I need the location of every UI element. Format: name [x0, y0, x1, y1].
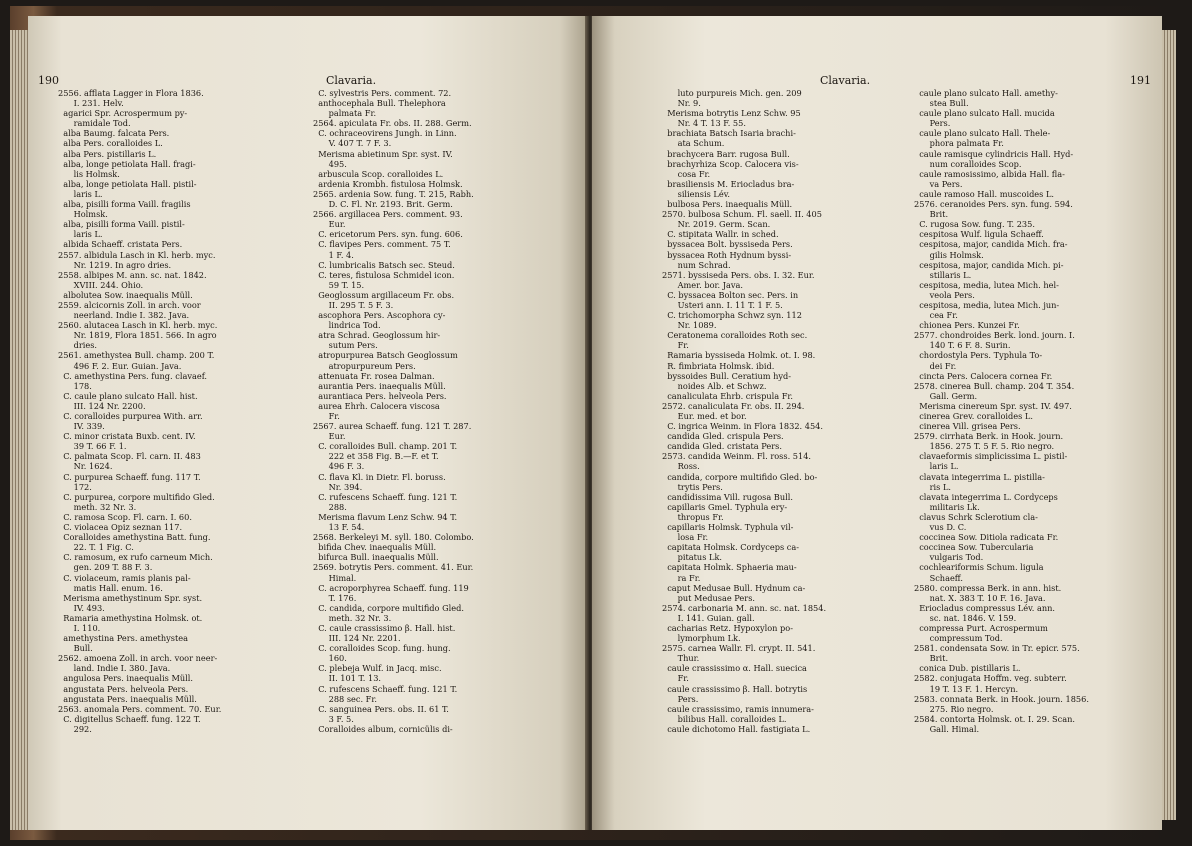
- entry-line: C. violaceum, ramis planis pal-: [58, 572, 191, 583]
- entry-line: Eur.: [313, 219, 346, 230]
- entry-line: C. stipitata Wallr. in sched.: [662, 229, 779, 240]
- entry-line: Nr. 1089.: [662, 320, 717, 331]
- entry-line: Ceratonema coralloides Roth sec.: [662, 330, 808, 341]
- entry-line: clavus Schrk Sclerotium cla-: [914, 511, 1038, 522]
- entry-line: ramidale Tod.: [58, 118, 131, 129]
- entry-line: angustata Pers. helveola Pers.: [58, 683, 189, 694]
- entry-line: Pers.: [662, 693, 699, 704]
- entry-line: Merisma amethystinum Spr. syst.: [58, 592, 203, 603]
- entry-line: 2561. amethystea Bull. champ. 200 T.: [58, 350, 215, 361]
- entry-line: 59 T. 15.: [313, 279, 365, 290]
- entry-line: aurantiaca Pers. helveola Pers.: [313, 390, 447, 401]
- entry-line: 22. T. 1 Fig. C.: [58, 542, 134, 553]
- entry-line: cespitosa, media, lutea Mich. jun-: [914, 299, 1060, 310]
- entry-line: ardenia Krombh. fistulosa Holmsk.: [313, 178, 463, 189]
- entry-line: Merisma botrytis Lenz Schw. 95: [662, 108, 801, 119]
- entry-line: C. rufescens Schaeff. fung. 121 T.: [313, 491, 458, 502]
- entry-line: amethystina Pers. amethystea: [58, 633, 188, 644]
- entry-line: compressa Purt. Acrospermum: [914, 622, 1048, 633]
- right-column-1: [662, 88, 826, 734]
- entry-line: dei Fr.: [914, 360, 957, 371]
- entry-line: conica Dub. pistillaris L.: [914, 663, 1021, 674]
- entry-line: cacharias Retz. Hypoxylon po-: [662, 622, 793, 633]
- entry-line: 2572. canaliculata Fr. obs. II. 294.: [662, 400, 805, 411]
- entry-line: Gall. Himal.: [914, 723, 980, 734]
- entry-line: vus D. C.: [914, 522, 967, 533]
- entry-line: capillaris Gmel. Typhula ery-: [662, 501, 788, 512]
- entry-line: ra Fr.: [662, 572, 701, 583]
- entry-line: Eur.: [313, 431, 346, 442]
- entry-line: vulgaris Tod.: [914, 552, 984, 563]
- entry-line: lindrica Tod.: [313, 320, 381, 331]
- entry-line: Thur.: [662, 653, 700, 664]
- entry-line: ata Schum.: [662, 138, 725, 149]
- entry-line: laris L.: [58, 229, 103, 240]
- entry-line: clavata integerrima L. pistilla-: [914, 471, 1045, 482]
- entry-line: C. byssacea Bolton sec. Pers. in: [662, 289, 799, 300]
- entry-line: Geoglossum argillaceum Fr. obs.: [313, 289, 455, 300]
- entry-line: clavaeformis simplicissima L. pistil-: [914, 451, 1068, 462]
- entry-line: C. coralloides Scop. fung. hung.: [313, 643, 451, 654]
- entry-line: C. ramosum, ex rufo carneum Mich.: [58, 552, 213, 563]
- entry-line: Merisma cinereum Spr. syst. IV. 497.: [914, 400, 1072, 411]
- entry-line: land. Indie I. 380. Java.: [58, 663, 171, 674]
- entry-line: Coralloides album, cornicülis di-: [313, 723, 453, 734]
- entry-line: alba, pisilli forma Vaill. pistil-: [58, 219, 185, 230]
- entry-line: sc. nat. 1846. V. 159.: [914, 612, 1017, 623]
- entry-line: III. 124 Nr. 2200.: [58, 400, 146, 411]
- entry-line: 2564. apiculata Fr. obs. II. 288. Germ.: [313, 118, 472, 129]
- entry-line: C. candida, corpore multifido Gled.: [313, 602, 464, 613]
- entry-line: 160.: [313, 653, 347, 664]
- entry-line: num Schrad.: [662, 259, 731, 270]
- entry-line: candidissima Vill. rugosa Bull.: [662, 491, 793, 502]
- entry-line: va Pers.: [914, 178, 963, 189]
- entry-line: laris L.: [914, 461, 959, 472]
- entry-line: stillaris L.: [914, 269, 972, 280]
- entry-line: 2560. alutacea Lasch in Kl. herb. myc.: [58, 320, 218, 331]
- entry-line: Eur. med. et bor.: [662, 411, 747, 421]
- entry-line: Ramaria byssiseda Holmk. ot. I. 98.: [662, 350, 816, 361]
- entry-line: cespitosa, major, candida Mich. fra-: [914, 239, 1068, 250]
- entry-line: attenuata Fr. rosea Dalman.: [313, 370, 435, 381]
- entry-line: I. 231. Helv.: [58, 98, 124, 109]
- entry-line: C. caule plano sulcato Hall. hist.: [58, 390, 198, 401]
- entry-line: angustata Pers. inaequalis Müll.: [58, 693, 197, 704]
- entry-line: T. 176.: [313, 592, 357, 603]
- left-column-1: [58, 88, 221, 734]
- entry-line: 2563. anomala Pers. comment. 70. Eur.: [58, 703, 222, 714]
- entry-line: caule dichotomo Hall. fastigiata L.: [662, 723, 811, 734]
- entry-line: Ramaria amethystina Holmsk. ot.: [58, 612, 203, 623]
- entry-line: ascophora Pers. Ascophora cy-: [313, 310, 446, 321]
- entry-line: atropurpureum Pers.: [313, 360, 416, 371]
- right-column-2: [914, 88, 1089, 734]
- entry-line: Eriocladus compressus Lév. ann.: [914, 602, 1055, 613]
- entry-line: caule ramosissimo, albida Hall. fla-: [914, 168, 1065, 179]
- entry-line: cea Fr.: [914, 310, 958, 321]
- entry-line: Amer. bor. Java.: [662, 279, 744, 290]
- entry-line: 3 F. 5.: [313, 713, 354, 724]
- entry-line: caule crassissimo α. Hall. suecica: [662, 663, 807, 674]
- entry-line: compressum Tod.: [914, 633, 1003, 644]
- entry-line: phora palmata Fr.: [914, 138, 1004, 149]
- entry-line: 2577. chondroides Berk. lond. journ. I.: [914, 330, 1075, 341]
- entry-line: Nr. 394.: [313, 481, 363, 492]
- entry-line: gen. 209 T. 88 F. 3.: [58, 562, 153, 573]
- entry-line: 2570. bulbosa Schum. Fl. saell. II. 405: [662, 209, 822, 220]
- entry-line: bifurca Bull. inaequalis Müll.: [313, 552, 439, 563]
- entry-line: V. 407 T. 7 F. 3.: [313, 138, 392, 149]
- entry-line: cespitosa, media, lutea Mich. hel-: [914, 279, 1059, 290]
- entry-line: Gall. Germ.: [914, 390, 978, 401]
- entry-line: cespitosa Wulf. ligula Schaeff.: [914, 229, 1044, 240]
- entry-line: 1856. 275 T. 5 F. 5. Rio negro.: [914, 441, 1055, 452]
- entry-line: 2567. aurea Schaeff. fung. 121 T. 287.: [313, 421, 472, 432]
- entry-line: 2579. cirrhata Berk. in Hook. journ.: [914, 431, 1064, 442]
- entry-line: C. palmata Scop. Fl. carn. II. 483: [58, 451, 201, 462]
- entry-line: alba, pisilli forma Vaill. fragilis: [58, 199, 191, 210]
- entry-line: 2568. Berkeleyi M. syll. 180. Colombo.: [313, 532, 474, 543]
- entry-line: D. C. Fl. Nr. 2193. Brit. Germ.: [313, 199, 453, 210]
- entry-line: sutum Pers.: [313, 340, 378, 351]
- entry-line: II. 295 T. 5 F. 3.: [313, 299, 394, 310]
- entry-line: Holmsk.: [58, 209, 108, 220]
- entry-line: C. flavipes Pers. comment. 75 T.: [313, 239, 451, 250]
- entry-line: brasiliensis M. Eriocladus bra-: [662, 178, 795, 189]
- entry-line: lis Holmsk.: [58, 168, 120, 179]
- left-column-2: [313, 88, 474, 734]
- entry-line: veola Pers.: [914, 289, 975, 300]
- entry-line: militaris Lk.: [914, 501, 980, 512]
- entry-line: 2573. candida Weinm. Fl. ross. 514.: [662, 451, 812, 462]
- left-page: [28, 16, 588, 830]
- entry-line: thropus Fr.: [662, 511, 724, 522]
- entry-line: num coralloides Scop.: [914, 158, 1022, 169]
- entry-line: albida Schaeff. cristata Pers.: [58, 239, 183, 250]
- entry-line: siliensis Lév.: [662, 188, 730, 199]
- entry-line: 2558. albipes M. ann. sc. nat. 1842.: [58, 269, 207, 280]
- entry-line: caule ramoso Hall. muscoides L.: [914, 188, 1054, 199]
- entry-line: chordostyla Pers. Typhula To-: [914, 350, 1043, 361]
- entry-line: coccinea Sow. Ditiola radicata Fr.: [914, 532, 1059, 543]
- entry-line: meth. 32 Nr. 3.: [58, 501, 137, 512]
- entry-line: C. coralloides Bull. champ. 201 T.: [313, 441, 458, 452]
- entry-line: 496 F. 2. Eur. Guian. Java.: [58, 360, 182, 371]
- entry-line: Nr. 1819, Flora 1851. 566. In agro: [58, 330, 217, 341]
- entry-line: cespitosa, major, candida Mich. pi-: [914, 259, 1064, 270]
- entry-line: 2584. contorta Holmsk. ot. I. 29. Scan.: [914, 713, 1075, 724]
- entry-line: byssacea Bolt. byssiseda Pers.: [662, 239, 793, 250]
- entry-line: caput Medusae Bull. Hydnum ca-: [662, 582, 806, 593]
- entry-line: Merisma flavum Lenz Schw. 94 T.: [313, 511, 458, 522]
- entry-line: losa Fr.: [662, 532, 709, 543]
- entry-line: cinerea Vill. grisea Pers.: [914, 421, 1021, 432]
- entry-line: arbuscula Scop. coralloides L.: [313, 168, 444, 179]
- entry-line: alba Pers. coralloides L.: [58, 138, 163, 149]
- entry-line: 39 T. 66 F. 1.: [58, 441, 127, 452]
- left-page-number: 190: [38, 74, 59, 87]
- entry-line: anthocephala Bull. Thelephora: [313, 98, 446, 109]
- entry-line: stea Bull.: [914, 98, 969, 109]
- entry-line: alba, longe petiolata Hall. fragi-: [58, 158, 196, 169]
- entry-line: Fr.: [313, 411, 340, 421]
- entry-line: palmata Fr.: [313, 108, 377, 119]
- entry-line: C. sanguinea Pers. obs. II. 61 T.: [313, 703, 449, 714]
- entry-line: 288 sec. Fr.: [313, 693, 377, 704]
- entry-line: C. teres, fistulosa Schmidel icon.: [313, 269, 455, 280]
- entry-line: C. rugosa Sow. fung. T. 235.: [914, 219, 1035, 230]
- entry-line: caule ramisque cylindricis Hall. Hyd-: [914, 148, 1074, 159]
- entry-line: capillaris Holmsk. Typhula vil-: [662, 522, 794, 533]
- entry-line: 2578. cinerea Bull. champ. 204 T. 354.: [914, 380, 1075, 391]
- entry-line: trytis Pers.: [662, 481, 723, 492]
- entry-line: R. fimbriata Holmsk. ibid.: [662, 360, 775, 371]
- entry-line: Nr. 4 T. 13 F. 55.: [662, 118, 746, 129]
- entry-line: II. 101 T. 13.: [313, 673, 382, 684]
- entry-line: XVIII. 244. Ohio.: [58, 279, 144, 290]
- entry-line: C. minor cristata Buxb. cent. IV.: [58, 431, 196, 442]
- entry-line: 140 T. 6 F. 8. Surin.: [914, 340, 1011, 351]
- entry-line: Merisma abietinum Spr. syst. IV.: [313, 148, 453, 159]
- entry-line: 495.: [313, 158, 347, 169]
- entry-line: clavata integerrima L. Cordyceps: [914, 491, 1058, 502]
- entry-line: 2574. carbonaria M. ann. sc. nat. 1854.: [662, 602, 827, 613]
- entry-line: coccinea Sow. Tubercularia: [914, 542, 1034, 553]
- entry-line: 2562. amoena Zoll. in arch. voor neer-: [58, 653, 218, 664]
- entry-line: C. lumbricalis Batsch sec. Steud.: [313, 259, 455, 270]
- entry-line: 1 F. 4.: [313, 249, 354, 260]
- entry-line: cosa Fr.: [662, 168, 711, 179]
- entry-line: 2575. carnea Wallr. Fl. crypt. II. 541.: [662, 643, 816, 654]
- entry-line: Fr.: [662, 673, 689, 684]
- entry-line: C. flava Kl. in Dietr. Fl. boruss.: [313, 471, 446, 482]
- entry-line: caule plano sulcato Hall. mucida: [914, 108, 1055, 119]
- entry-line: 172.: [58, 481, 92, 492]
- entry-line: noides Alb. et Schwz.: [662, 380, 767, 391]
- entry-line: bifida Chev. inaequalis Müll.: [313, 542, 437, 553]
- entry-line: Brit.: [914, 209, 949, 220]
- entry-line: capitata Holmsk. Cordyceps ca-: [662, 542, 799, 553]
- entry-line: C. ingrica Weinm. in Flora 1832. 454.: [662, 421, 823, 432]
- left-running-head: Clavaria.: [326, 74, 377, 87]
- entry-line: albolutea Sow. inaequalis Müll.: [58, 289, 193, 300]
- entry-line: gilis Holmsk.: [914, 249, 984, 260]
- entry-line: cinerea Grev. coralloides L.: [914, 411, 1033, 421]
- entry-line: atropurpurea Batsch Geoglossum: [313, 350, 458, 361]
- entry-line: I. 110.: [58, 622, 101, 633]
- entry-line: 2571. byssiseda Pers. obs. I. 32. Eur.: [662, 269, 815, 280]
- entry-line: C. plebeja Wulf. in Jacq. misc.: [313, 663, 442, 674]
- entry-line: 288.: [313, 501, 347, 512]
- entry-line: pitatus Lk.: [662, 552, 723, 563]
- entry-line: candida Gled. crispula Pers.: [662, 431, 784, 442]
- entry-line: C. ochraceovirens Jungh. in Linn.: [313, 128, 457, 139]
- entry-line: C. violacea Opiz seznan 117.: [58, 522, 183, 533]
- entry-line: C. ramosa Scop. Fl. carn. I. 60.: [58, 511, 192, 522]
- entry-line: caule crassissimo, ramis innumera-: [662, 703, 814, 714]
- entry-line: ris L.: [914, 481, 951, 492]
- entry-line: aurantia Pers. inaequalis Müll.: [313, 380, 446, 391]
- entry-line: C. caule crassissimo β. Hall. hist.: [313, 622, 456, 633]
- entry-line: brachyrhiza Scop. Calocera vis-: [662, 158, 799, 169]
- entry-line: Nr. 2019. Germ. Scan.: [662, 219, 771, 230]
- entry-line: neerland. Indie I. 382. Java.: [58, 310, 190, 321]
- entry-line: C. amethystina Pers. fung. clavaef.: [58, 370, 208, 381]
- entry-line: alba Pers. pistillaris L.: [58, 148, 157, 159]
- entry-line: byssoides Bull. Ceratium hyd-: [662, 370, 792, 381]
- entry-line: dries.: [58, 340, 98, 351]
- entry-line: Nr. 1624.: [58, 461, 113, 472]
- entry-line: Nr. 1219. In agro dries.: [58, 259, 172, 270]
- entry-line: Himal.: [313, 572, 357, 583]
- entry-line: 2580. compressa Berk. in ann. hist.: [914, 582, 1062, 593]
- entry-line: Coralloides amethystina Batt. fung.: [58, 532, 211, 543]
- entry-line: bulbosa Pers. inaequalis Müll.: [662, 199, 793, 210]
- entry-line: cochleariformis Schum. ligula: [914, 562, 1044, 573]
- entry-line: 2569. botrytis Pers. comment. 41. Eur.: [313, 562, 474, 573]
- entry-line: alba Baumg. falcata Pers.: [58, 128, 170, 139]
- entry-line: candida, corpore multifido Gled. bo-: [662, 471, 818, 482]
- right-running-head: Clavaria.: [820, 74, 871, 87]
- entry-line: 2565. ardenia Sow. fung. T. 215, Rabh.: [313, 188, 474, 199]
- entry-line: 496 F. 3.: [313, 461, 365, 472]
- entry-line: aurea Ehrh. Calocera viscosa: [313, 400, 440, 411]
- entry-line: 13 F. 54.: [313, 522, 365, 533]
- entry-line: 2581. condensata Sow. in Tr. epicr. 575.: [914, 643, 1080, 654]
- entry-line: 2576. ceranoides Pers. syn. fung. 594.: [914, 199, 1073, 210]
- entry-line: canaliculata Ehrb. crispula Fr.: [662, 390, 794, 401]
- entry-line: Schaeff.: [914, 572, 963, 583]
- entry-line: capitata Holmk. Sphaeria mau-: [662, 562, 797, 573]
- entry-line: cincta Pers. Calocera cornea Fr.: [914, 370, 1053, 381]
- entry-line: luto purpureis Mich. gen. 209: [662, 88, 802, 98]
- entry-line: C. digitellus Schaeff. fung. 122 T.: [58, 713, 201, 724]
- right-page: [592, 16, 1162, 830]
- entry-line: angulosa Pers. inaequalis Müll.: [58, 673, 193, 684]
- entry-line: 178.: [58, 380, 92, 391]
- entry-line: C. sylvestris Pers. comment. 72.: [313, 88, 452, 98]
- entry-line: I. 141. Guian. gall.: [662, 612, 755, 623]
- entry-line: byssacea Roth Hydnum byssi-: [662, 249, 792, 260]
- entry-line: 2583. connata Berk. in Hook. journ. 1856.: [914, 693, 1089, 704]
- entry-line: 2559. alcicornis Zoll. in arch. voor: [58, 299, 201, 310]
- entry-line: IV. 493.: [58, 602, 105, 613]
- entry-line: meth. 32 Nr. 3.: [313, 612, 392, 623]
- entry-line: caule crassissimo β. Hall. botrytis: [662, 683, 808, 694]
- entry-line: 275. Rio negro.: [914, 703, 994, 714]
- entry-line: 2556. afflata Lagger in Flora 1836.: [58, 88, 204, 98]
- entry-line: C. rufescens Schaeff. fung. 121 T.: [313, 683, 458, 694]
- entry-line: laris L.: [58, 188, 103, 199]
- entry-line: 2582. conjugata Hoffm. veg. subterr.: [914, 673, 1067, 684]
- entry-line: 19 T. 13 F. 1. Hercyn.: [914, 683, 1019, 694]
- entry-line: Nr. 9.: [662, 98, 701, 109]
- entry-line: atra Schrad. Geoglossum hir-: [313, 330, 441, 341]
- entry-line: chionea Pers. Kunzei Fr.: [914, 320, 1020, 331]
- entry-line: Fr.: [662, 340, 689, 351]
- entry-line: Brit.: [914, 653, 949, 664]
- entry-line: C. coralloides purpurea With. arr.: [58, 411, 203, 421]
- entry-line: 2566. argillacea Pers. comment. 93.: [313, 209, 463, 220]
- right-page-number: 191: [1130, 74, 1151, 87]
- entry-line: IV. 339.: [58, 421, 105, 432]
- entry-line: 222 et 358 Fig. B.—F. et T.: [313, 451, 439, 462]
- entry-line: C. ericetorum Pers. syn. fung. 606.: [313, 229, 463, 240]
- entry-line: caule plano sulcato Hall. Thele-: [914, 128, 1051, 139]
- entry-line: C. acroporphyrea Schaeff. fung. 119: [313, 582, 469, 593]
- entry-line: lymorphum Lk.: [662, 633, 741, 644]
- entry-line: nat. X. 383 T. 10 F. 16. Java.: [914, 592, 1046, 603]
- entry-line: Ross.: [662, 461, 700, 472]
- entry-line: alba, longe petiolata Hall. pistil-: [58, 178, 197, 189]
- entry-line: candida Gled. cristata Pers.: [662, 441, 782, 452]
- entry-line: matis Hall. enum. 16.: [58, 582, 163, 593]
- entry-line: C. purpurea Schaeff. fung. 117 T.: [58, 471, 201, 482]
- entry-line: caule plano sulcato Hall. amethy-: [914, 88, 1058, 98]
- entry-line: 292.: [58, 723, 92, 734]
- entry-line: 2557. albidula Lasch in Kl. herb. myc.: [58, 249, 216, 260]
- entry-line: Pers.: [914, 118, 951, 129]
- entry-line: brachiata Batsch Isaria brachi-: [662, 128, 796, 139]
- entry-line: brachycera Barr. rugosa Bull.: [662, 148, 790, 159]
- entry-line: C. trichomorpha Schwz syn. 112: [662, 310, 802, 321]
- entry-line: Bull.: [58, 643, 93, 654]
- entry-line: C. purpurea, corpore multifido Gled.: [58, 491, 215, 502]
- entry-line: put Medusae Pers.: [662, 592, 756, 603]
- entry-line: III. 124 Nr. 2201.: [313, 633, 401, 644]
- entry-line: bilibus Hall. coralloides L.: [662, 713, 787, 724]
- entry-line: agarici Spr. Acrospermum py-: [58, 108, 188, 119]
- entry-line: Usteri ann. I. 11 T. 1 F. 5.: [662, 299, 783, 310]
